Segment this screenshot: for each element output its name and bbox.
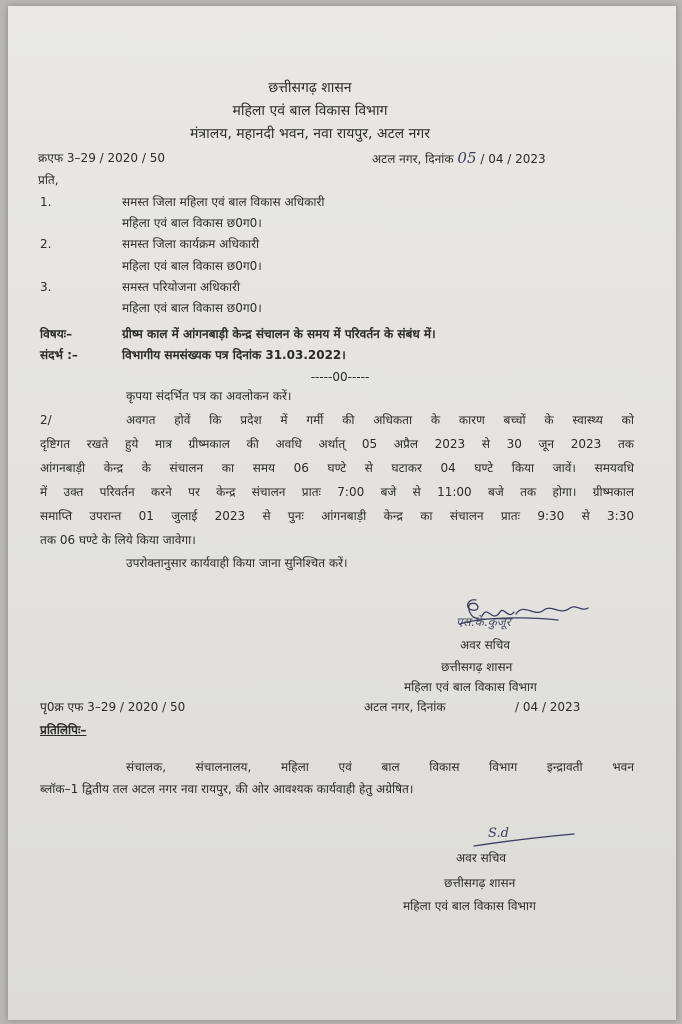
recipient-line: समस्त जिला महिला एवं बाल विकास अधिकारी xyxy=(122,195,325,209)
recipient-number: 1. xyxy=(40,195,52,209)
date-rest: / 04 / 2023 xyxy=(480,152,546,166)
paragraph-1: कृपया संदर्भित पत्र का अवलोकन करें। xyxy=(126,389,292,403)
date-handwritten: 05 xyxy=(457,149,477,167)
paragraph-2-line: अवगत होवें कि प्रदेश में गर्मी की अधिकता के कारण बच्चों के स्वास्थ्य को xyxy=(126,413,634,427)
paragraph-2-line: तक 06 घण्टे के लिये किया जावेगा। xyxy=(40,533,196,547)
copy-to-label: प्रतिलिपिः– xyxy=(40,723,87,737)
recipient-line: समस्त परियोजना अधिकारी xyxy=(122,280,240,294)
recipient-line: महिला एवं बाल विकास छ0ग0। xyxy=(122,259,262,273)
header-department: महिला एवं बाल विकास विभाग xyxy=(232,103,388,119)
signatory-name-handwritten: एस.के.कुजूर xyxy=(456,615,511,629)
reference-label: संदर्भ :– xyxy=(40,348,78,362)
signatory-designation: अवर सचिव xyxy=(456,851,507,865)
endorsement-place-date-label: अटल नगर, दिनांक xyxy=(364,700,446,714)
header-address: मंत्रालय, महानदी भवन, नवा रायपुर, अटल नगर xyxy=(190,126,430,142)
signatory-government: छत्तीसगढ़ शासन xyxy=(444,876,516,890)
place-date xyxy=(372,150,546,167)
endorsement-date: / 04 / 2023 xyxy=(515,700,581,714)
paragraph-2-line: में उक्त परिवर्तन करने पर केन्द्र संचालन प्रातः 7:00 बजे से 11:00 बजे तक होगा। ग्रीष्मकाल xyxy=(40,485,634,499)
signatory-government: छत्तीसगढ़ शासन xyxy=(441,660,513,674)
recipient-line: महिला एवं बाल विकास छ0ग0। xyxy=(122,216,262,230)
paragraph-2-line: आंगनबाड़ी केन्द्र के संचालन का समय 06 घण्टे से घटाकर 04 घण्टे किया जावें। समयवधि xyxy=(40,461,634,475)
signatory-designation: अवर सचिव xyxy=(460,638,511,652)
sd-handwritten: S.d xyxy=(488,826,509,841)
sd-signature-stroke xyxy=(470,826,580,850)
paragraph-2-line: दृष्टिगत रखते हुये मात्र ग्रीष्मकाल की अवधि अर्थात् 05 अप्रैल 2023 से 30 जून 2023 तक xyxy=(40,437,634,451)
recipient-line: समस्त जिला कार्यक्रम अधिकारी xyxy=(122,237,260,251)
separator: -----00----- xyxy=(310,370,370,384)
copy-to-line: ब्लॉक–1 द्वितीय तल अटल नगर नवा रायपुर, की ओर आवश्यक कार्यवाही हेतु अग्रेषित। xyxy=(40,782,414,796)
recipient-number: 3. xyxy=(40,280,52,294)
paragraph-2-line: समाप्ति उपरान्त 01 जुलाई 2023 से पुनः आंगनबाड़ी केन्द्र का संचालन प्रातः 9:30 से 3:30 xyxy=(40,509,634,523)
recipient-number: 2. xyxy=(40,237,52,251)
to-label: प्रति, xyxy=(38,173,59,187)
paragraph-3: उपरोक्तानुसार कार्यवाही किया जाना सुनिश्चित करें। xyxy=(126,556,348,570)
paragraph-2-number: 2/ xyxy=(40,413,52,427)
subject-text: ग्रीष्म काल में आंगनबाड़ी केन्द्र संचालन के समय में परिवर्तन के संबंध में। xyxy=(122,327,436,341)
endorsement-reference-number: पृ0क्र एफ 3–29 / 2020 / 50 xyxy=(40,700,186,714)
recipient-line: महिला एवं बाल विकास छ0ग0। xyxy=(122,301,262,315)
reference-number: क्रएफ 3–29 / 2020 / 50 xyxy=(38,151,165,165)
subject-label: विषयः– xyxy=(40,327,73,341)
signatory-department: महिला एवं बाल विकास विभाग xyxy=(404,680,537,694)
place-date-label: अटल नगर, दिनांक xyxy=(372,152,454,166)
copy-to-line: संचालक, संचालनालय, महिला एवं बाल विकास विभाग इन्द्रावती भवन xyxy=(126,760,634,774)
signatory-department: महिला एवं बाल विकास विभाग xyxy=(403,899,536,913)
reference-text: विभागीय समसंख्यक पत्र दिनांक 31.03.2022। xyxy=(122,348,346,362)
header-government: छत्तीसगढ़ शासन xyxy=(268,80,352,96)
